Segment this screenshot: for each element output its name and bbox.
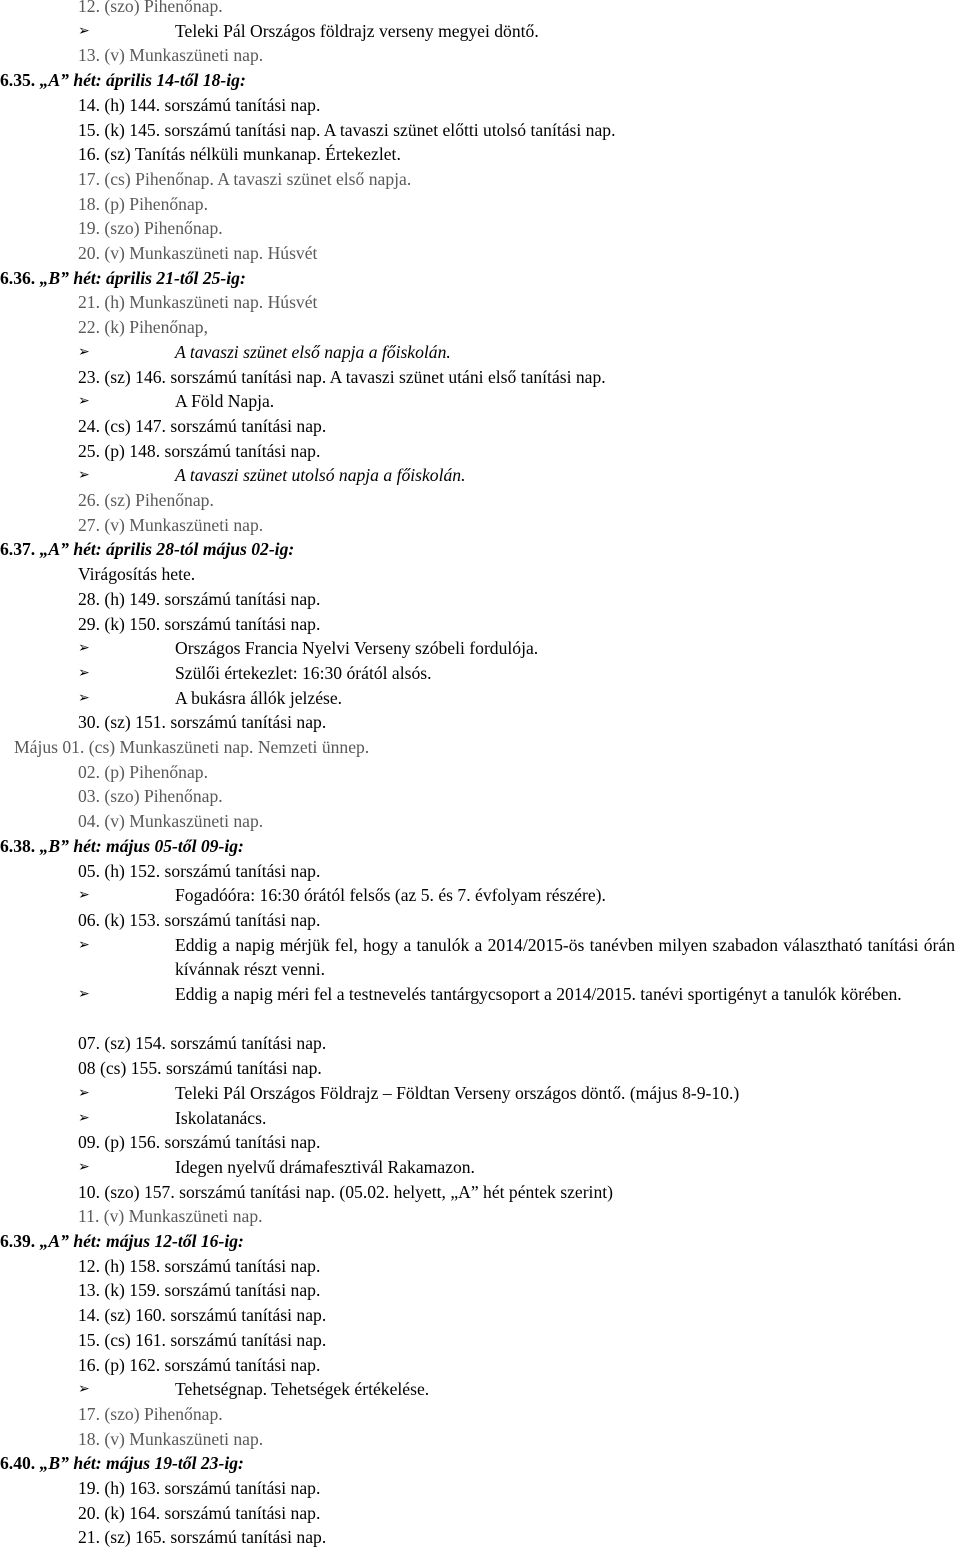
bullet-item xyxy=(78,933,955,982)
bullet-text: Teleki Pál Országos Földrajz – Földtan Verseny országos döntő. (május 8-9-10.) xyxy=(175,1082,740,1103)
day-entry: 10. (szo) 157. sorszámú tanítási nap. (05.02. helyett, „A” hét péntek szerint) xyxy=(78,1181,613,1202)
day-entry: 18. (v) Munkaszüneti nap. xyxy=(78,1428,264,1449)
day-entry: 14. (h) 144. sorszámú tanítási nap. xyxy=(78,94,321,115)
day-entry: 11. (v) Munkaszüneti nap. xyxy=(78,1206,263,1227)
day-entry: 20. (v) Munkaszüneti nap. Húsvét xyxy=(78,243,318,263)
day-entry: 28. (h) 149. sorszámú tanítási nap. xyxy=(78,588,321,609)
week-heading xyxy=(0,1229,244,1254)
day-entry: 12. (h) 158. sorszámú tanítási nap. xyxy=(78,1255,321,1276)
bullet-text: A bukásra állók jelzése. xyxy=(175,687,343,708)
arrow-bullet-icon: ➢ xyxy=(78,640,90,657)
bullet-text: Teleki Pál Országos földrajz verseny megyei döntő. xyxy=(175,20,539,41)
arrow-bullet-icon: ➢ xyxy=(78,887,90,904)
bullet-text: Fogadóóra: 16:30 órától felsős (az 5. és 7. évfolyam részére). xyxy=(175,885,606,906)
bullet-text: Tehetségnap. Tehetségek értékelése. xyxy=(175,1379,430,1400)
day-entry: 12. (szo) Pihenőnap. xyxy=(78,0,223,16)
arrow-bullet-icon: ➢ xyxy=(78,1109,90,1126)
arrow-bullet-icon: ➢ xyxy=(78,343,90,360)
bullet-text: Szülői értekezlet: 16:30 órától alsós. xyxy=(175,662,432,683)
bullet-text: Eddig a napig mérjük fel, hogy a tanulók a 2014/2015-ös tanévben milyen szabadon választható tanítási órán kívánnak részt venni. xyxy=(175,934,955,980)
week-heading xyxy=(0,68,246,93)
day-entry: 26. (sz) Pihenőnap. xyxy=(78,490,214,510)
bullet-text: Iskolatanács. xyxy=(175,1107,267,1128)
week-number: 6.39. xyxy=(0,1231,36,1251)
day-entry: 08 (cs) 155. sorszámú tanítási nap. xyxy=(78,1058,322,1079)
week-heading xyxy=(0,834,244,859)
bullet-text: Idegen nyelvű drámafesztivál Rakamazon. xyxy=(175,1156,475,1177)
day-entry: 16. (sz) Tanítás nélküli munkanap. Értekezlet. xyxy=(78,144,401,165)
day-entry: 14. (sz) 160. sorszámú tanítási nap. xyxy=(78,1305,327,1326)
week-title: „A” hét: április 28-tól május 02-ig: xyxy=(39,539,295,560)
week-title: „A” hét: április 14-től 18-ig: xyxy=(39,70,246,91)
bullet-text: A tavaszi szünet utolsó napja a főiskolán. xyxy=(175,465,466,486)
day-entry: 17. (szo) Pihenőnap. xyxy=(78,1403,223,1424)
week-heading xyxy=(0,1451,244,1476)
day-entry: 21. (h) Munkaszüneti nap. Húsvét xyxy=(78,292,318,313)
day-entry: 04. (v) Munkaszüneti nap. xyxy=(78,811,264,832)
day-entry: 19. (szo) Pihenőnap. xyxy=(78,218,223,239)
day-entry: 23. (sz) 146. sorszámú tanítási nap. A tavaszi szünet utáni első tanítási nap. xyxy=(78,366,606,387)
week-number: 6.37. xyxy=(0,539,36,560)
bullet-text: Eddig a napig méri fel a testnevelés tantárgycsoport a 2014/2015. tanévi sportigényt a tanulók körében. xyxy=(175,984,902,1004)
day-entry: 22. (k) Pihenőnap, xyxy=(78,317,208,338)
week-heading xyxy=(0,266,246,291)
bullet-text: Országos Francia Nyelvi Verseny szóbeli fordulója. xyxy=(175,638,539,659)
day-entry: 02. (p) Pihenőnap. xyxy=(78,761,208,782)
bullet-text: A Föld Napja. xyxy=(175,391,275,412)
day-entry: 30. (sz) 151. sorszámú tanítási nap. xyxy=(78,712,327,733)
day-entry: 19. (h) 163. sorszámú tanítási nap. xyxy=(78,1478,321,1498)
month-day-entry: Május 01. (cs) Munkaszüneti nap. Nemzeti ünnep. xyxy=(14,737,370,757)
arrow-bullet-icon: ➢ xyxy=(78,1381,90,1398)
day-entry: 09. (p) 156. sorszámú tanítási nap. xyxy=(78,1132,321,1153)
arrow-bullet-icon: ➢ xyxy=(78,664,90,681)
bullet-item xyxy=(78,982,902,1007)
arrow-bullet-icon: ➢ xyxy=(78,467,90,484)
week-title: „A” hét: május 12-től 16-ig: xyxy=(39,1231,244,1251)
day-entry: 15. (k) 145. sorszámú tanítási nap. A tavaszi szünet előtti utolsó tanítási nap. xyxy=(78,119,616,140)
day-entry: 21. (sz) 165. sorszámú tanítási nap. xyxy=(78,1527,327,1548)
arrow-bullet-icon: ➢ xyxy=(78,22,90,39)
week-number: 6.38. xyxy=(0,835,36,856)
week-title: „B” hét: május 19-től 23-ig: xyxy=(39,1453,244,1474)
arrow-bullet-icon: ➢ xyxy=(78,986,90,1002)
arrow-bullet-icon: ➢ xyxy=(78,689,90,706)
day-entry: 03. (szo) Pihenőnap. xyxy=(78,786,223,807)
day-entry: 25. (p) 148. sorszámú tanítási nap. xyxy=(78,440,321,461)
day-entry: 29. (k) 150. sorszámú tanítási nap. xyxy=(78,613,321,634)
week-number: 6.35. xyxy=(0,70,36,91)
day-entry: 18. (p) Pihenőnap. xyxy=(78,193,208,214)
week-number: 6.36. xyxy=(0,267,36,288)
day-entry: Virágosítás hete. xyxy=(78,564,196,585)
day-entry: 16. (p) 162. sorszámú tanítási nap. xyxy=(78,1354,321,1375)
day-entry: 20. (k) 164. sorszámú tanítási nap. xyxy=(78,1502,321,1523)
day-entry: 13. (v) Munkaszüneti nap. xyxy=(78,45,264,66)
week-number: 6.40. xyxy=(0,1453,36,1474)
day-entry: 15. (cs) 161. sorszámú tanítási nap. xyxy=(78,1329,327,1350)
week-heading xyxy=(0,537,294,562)
day-entry: 27. (v) Munkaszüneti nap. xyxy=(78,514,264,535)
day-entry: 07. (sz) 154. sorszámú tanítási nap. xyxy=(78,1033,327,1054)
bullet-text: A tavaszi szünet első napja a főiskolán. xyxy=(175,341,451,362)
week-title: „B” hét: május 05-től 09-ig: xyxy=(39,835,244,856)
day-entry: 24. (cs) 147. sorszámú tanítási nap. xyxy=(78,415,327,436)
arrow-bullet-icon: ➢ xyxy=(78,1158,90,1175)
week-title: „B” hét: április 21-től 25-ig: xyxy=(39,267,246,288)
day-entry: 06. (k) 153. sorszámú tanítási nap. xyxy=(78,909,321,930)
arrow-bullet-icon: ➢ xyxy=(78,393,90,410)
arrow-bullet-icon: ➢ xyxy=(78,936,90,953)
day-entry: 05. (h) 152. sorszámú tanítási nap. xyxy=(78,860,321,881)
day-entry: 13. (k) 159. sorszámú tanítási nap. xyxy=(78,1280,321,1301)
arrow-bullet-icon: ➢ xyxy=(78,1084,90,1101)
day-entry: 17. (cs) Pihenőnap. A tavaszi szünet első napja. xyxy=(78,168,412,189)
